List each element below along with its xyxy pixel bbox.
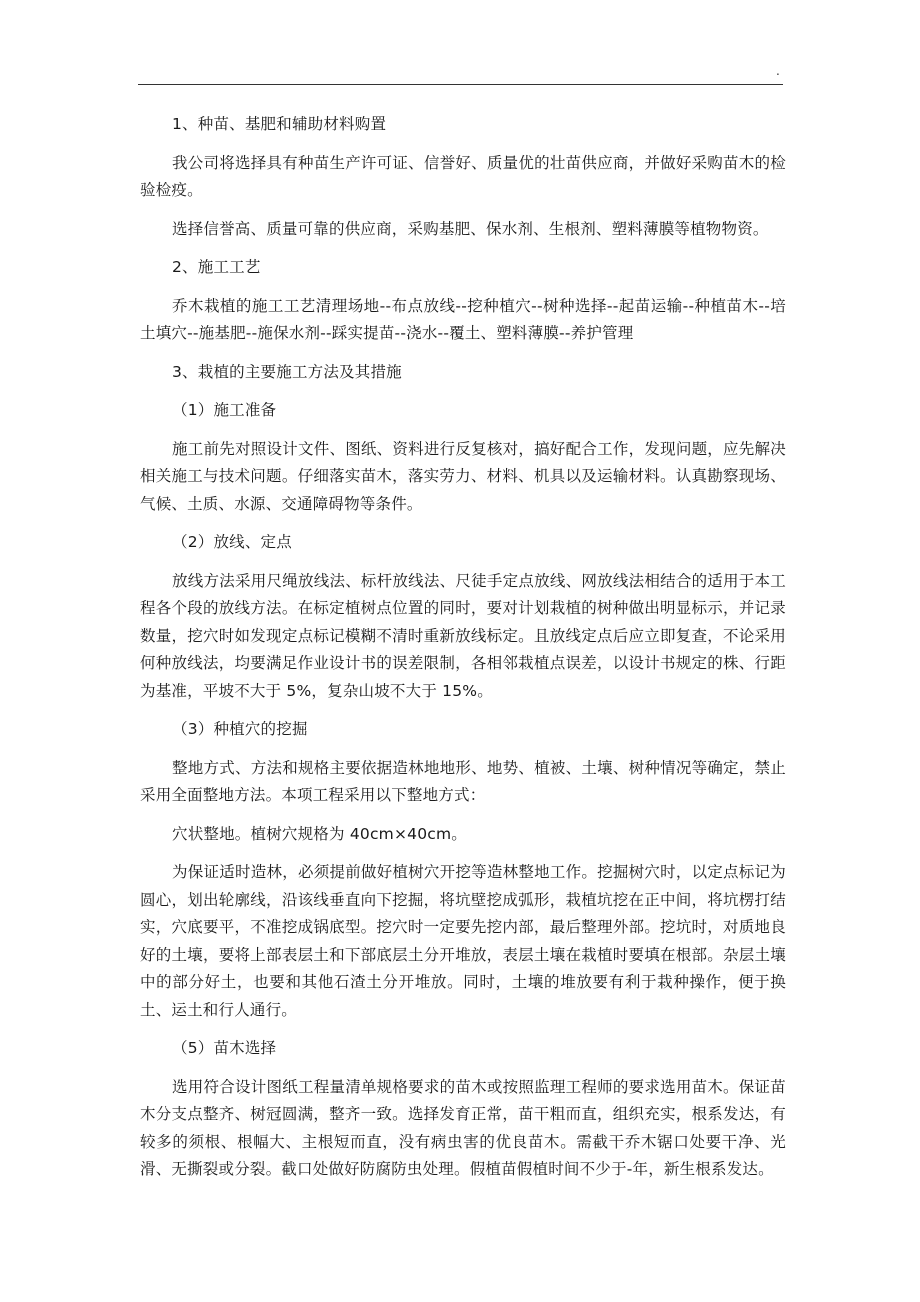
subsection-heading: （5）苗木选择 [172, 1039, 277, 1057]
subsection-heading: （2）放线、定点 [172, 533, 292, 551]
header-rule [138, 84, 783, 85]
document-body [140, 111, 786, 1195]
paragraph: 选用符合设计图纸工程量清单规格要求的苗木或按照监理工程师的要求选用苗木。保证苗木分支点整齐、树冠圆满，整齐一致。选择发育正常，苗干粗而直，组织充实，根系发达，有较多的须根、根幅大、主根短而直，没有病虫害的优良苗木。需截干乔木锯口处要干净、光滑、无撕裂或分裂。截口处做好防腐防虫处理。假植苗假植时间不少于-年，新生根系发达。 [140, 1077, 786, 1178]
paragraph: 选择信誉高、质量可靠的供应商，采购基肥、保水剂、生根剂、塑料薄膜等植物物资。 [172, 219, 769, 238]
paragraph: 施工前先对照设计文件、图纸、资料进行反复核对，搞好配合工作，发现问题，应先解决相关施工与技术问题。仔细落实苗木，落实劳力、材料、机具以及运输材料。认真勘察现场、气候、土质、水源、交通障碍物等条件。 [140, 439, 786, 513]
subsection-heading: （1）施工准备 [172, 401, 277, 419]
subsection-heading: （3）种植穴的挖掘 [172, 720, 308, 738]
paragraph: 整地方式、方法和规格主要依据造林地地形、地势、植被、土壤、树种情况等确定，禁止采用全面整地方法。本项工程采用以下整地方式： [140, 758, 786, 804]
paragraph: 乔木栽植的施工工艺清理场地--布点放线--挖种植穴--树种选择--起苗运输--种植苗木--培土填穴--施基肥--施保水剂--踩实提苗--浇水--覆土、塑料薄膜--养护管理 [140, 296, 786, 342]
paragraph: 我公司将选择具有种苗生产许可证、信誉好、质量优的壮苗供应商，并做好采购苗木的检验检疫。 [140, 153, 786, 199]
paragraph: 穴状整地。植树穴规格为 40cm×40cm。 [172, 824, 468, 843]
section-heading-2: 2、施工工艺 [172, 258, 261, 276]
section-heading-1: 1、种苗、基肥和辅助材料购置 [172, 115, 387, 133]
paragraph: 放线方法采用尺绳放线法、标杆放线法、尺徒手定点放线、网放线法相结合的适用于本工程各个段的放线方法。在标定植树点位置的同时，要对计划栽植的树种做出明显标示，并记录数量，挖穴时如发现定点标记模糊不清时重新放线标定。且放线定点后应立即复查，不论采用何种放线法，均要满足作业设计书的误差限制，各相邻栽植点误差，以设计书规定的株、行距为基准，平坡不大于 5%，复杂山坡不大于 15%。 [140, 571, 786, 700]
paragraph: 为保证适时造林，必须提前做好植树穴开挖等造林整地工作。挖掘树穴时，以定点标记为圆心，划出轮廓线，沿该线垂直向下挖掘，将坑壁挖成弧形，栽植坑挖在正中间，将坑楞打结实，穴底要平，不准挖成锅底型。挖穴时一定要先挖内部，最后整理外部。挖坑时，对质地良好的土壤，要将上部表层土和下部底层土分开堆放，表层土壤在栽植时要填在根部。杂层土壤中的部分好土，也要和其他石渣土分开堆放。同时，土壤的堆放要有利于栽种操作，便于换土、运土和行人通行。 [140, 863, 786, 1019]
header-dot: . [776, 64, 780, 78]
section-heading-3: 3、栽植的主要施工方法及其措施 [172, 362, 402, 381]
